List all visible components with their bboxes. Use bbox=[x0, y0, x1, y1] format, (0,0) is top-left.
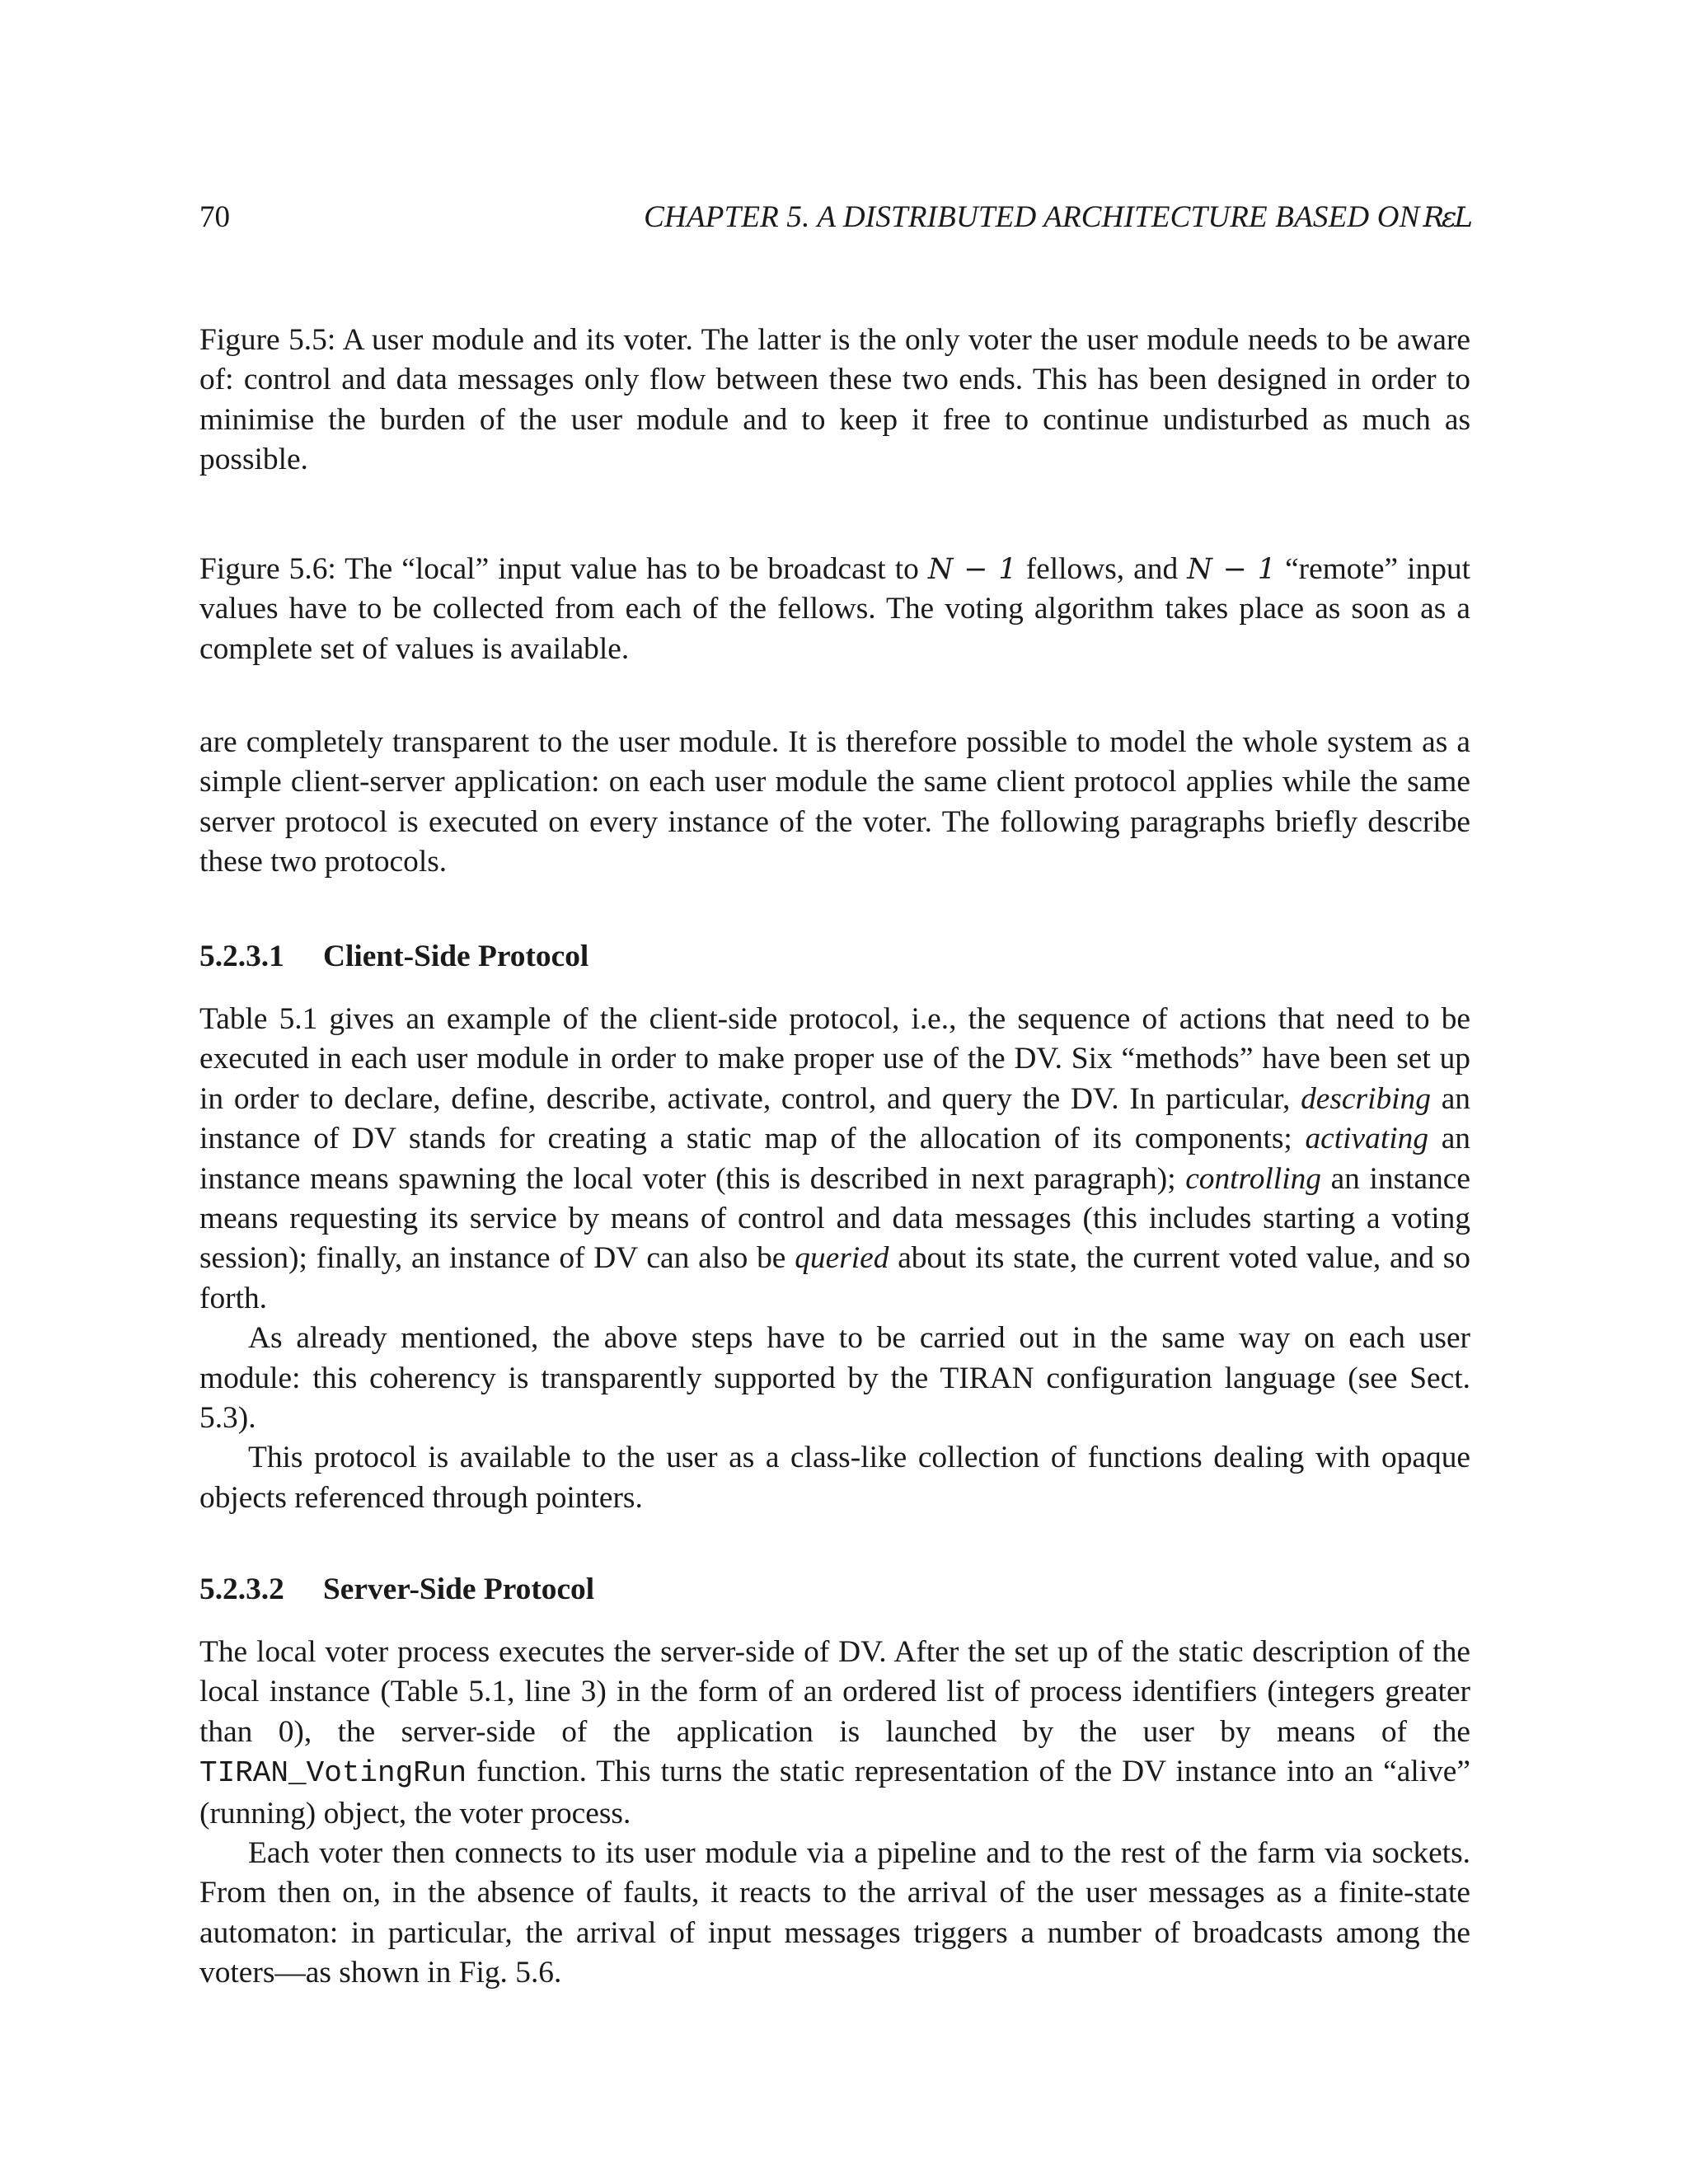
math-expression: N − 1 bbox=[927, 553, 1017, 586]
client-paragraph-2: As already mentioned, the above steps have to be carried out in the same way on each user module: this coherency is transparently supported by the TIRAN configuration language (see Sect. 5.3). bbox=[199, 1321, 1470, 1436]
server-side-body bbox=[199, 1633, 1470, 1994]
section-number: 5.2.3.1 bbox=[199, 940, 284, 973]
emphasis: controlling bbox=[1185, 1161, 1321, 1196]
intro-paragraph-text: are completely transparent to the user module. It is therefore possible to model the whole system as a simple client-server application: on each user module the same client protocol applies while the same server protocol is executed on every instance of the voter. The following paragraphs briefly describe these two protocols. bbox=[199, 725, 1470, 879]
emphasis: queried bbox=[795, 1241, 889, 1276]
text-run: The local voter process executes the server-side of DV. After the set up of the static description of the local instance (Table 5.1, line 3) in the form of an ordered list of process identifiers (integers greater than 0), the server-side of the application is launched by the user by means of the bbox=[199, 1635, 1470, 1749]
section-heading-server-side bbox=[199, 1570, 594, 1610]
page-number: 70 bbox=[199, 200, 230, 234]
server-paragraph-1 bbox=[199, 1633, 1470, 1834]
chapter-title-text: CHAPTER 5. A DISTRIBUTED ARCHITECTURE BASED ON bbox=[644, 200, 1420, 234]
section-title: Server-Side Protocol bbox=[323, 1572, 595, 1606]
code-function-name: TIRAN_VotingRun bbox=[199, 1756, 467, 1791]
text-run: an instance means spawning the local voter (this is described in next paragraph); bbox=[199, 1122, 1470, 1196]
client-paragraph-3: This protocol is available to the user as a class-like collection of functions dealing with opaque objects referenced through pointers. bbox=[199, 1441, 1470, 1515]
section-heading-client-side bbox=[199, 937, 588, 977]
caption-text-part: Figure 5.6: The “local” input value has to be broadcast to bbox=[199, 552, 928, 586]
running-head bbox=[199, 199, 1470, 241]
rl-logo: RεL bbox=[1423, 201, 1470, 234]
caption-text-part: “remote” input values have to be collected from each of the fellows. The voting algorithm takes place as soon as a complete set of values is available. bbox=[199, 552, 1470, 666]
section-number: 5.2.3.2 bbox=[199, 1572, 284, 1606]
emphasis: describing bbox=[1301, 1081, 1431, 1116]
figure-5-6-caption-text bbox=[199, 550, 1470, 669]
client-paragraph-1 bbox=[199, 1000, 1470, 1319]
text-run: Table 5.1 gives an example of the client-side protocol, i.e., the sequence of actions that need to be executed in each user module in order to make proper use of the DV. Six “methods” have been set up in order to declare, define, describe, activate, control, and query the DV. In particular, bbox=[199, 1002, 1470, 1116]
figure-5-5-caption-text: Figure 5.5: A user module and its voter. The latter is the only voter the user module needs to be aware of: control and data messages only flow between these two ends. This has been designed in order to minimise the burden of the user module and to keep it free to continue undisturbed as much as possible. bbox=[199, 323, 1470, 477]
chapter-title bbox=[644, 199, 1470, 235]
client-side-body bbox=[199, 1000, 1470, 1518]
figure-5-6-caption bbox=[199, 550, 1470, 669]
math-expression: N − 1 bbox=[1187, 553, 1277, 586]
emphasis: activating bbox=[1305, 1122, 1429, 1156]
page bbox=[199, 0, 1470, 2184]
server-paragraph-2: Each voter then connects to its user module via a pipeline and to the rest of the farm via sockets. From then on, in the absence of faults, it reacts to the arrival of the user messages as a finite-state automaton: in particular, the arrival of input messages triggers a number of broadcasts among the voters—as shown in Fig. 5.6. bbox=[199, 1836, 1470, 1990]
text-run: an instance of DV stands for creating a static map of the allocation of its components; bbox=[199, 1081, 1471, 1156]
section-title: Client-Side Protocol bbox=[323, 940, 589, 973]
figure-5-5-caption bbox=[199, 321, 1470, 480]
text-run: an instance means requesting its service by means of control and data messages (this includes starting a voting session); finally, an instance of DV can also be bbox=[199, 1161, 1470, 1276]
intro-paragraph bbox=[199, 723, 1470, 883]
caption-text-part: fellows, and bbox=[1016, 552, 1188, 586]
text-run: function. This turns the static representation of the DV instance into an “alive” (running) object, the voter process. bbox=[199, 1755, 1470, 1830]
text-run: about its state, the current voted value, and so forth. bbox=[199, 1241, 1470, 1315]
